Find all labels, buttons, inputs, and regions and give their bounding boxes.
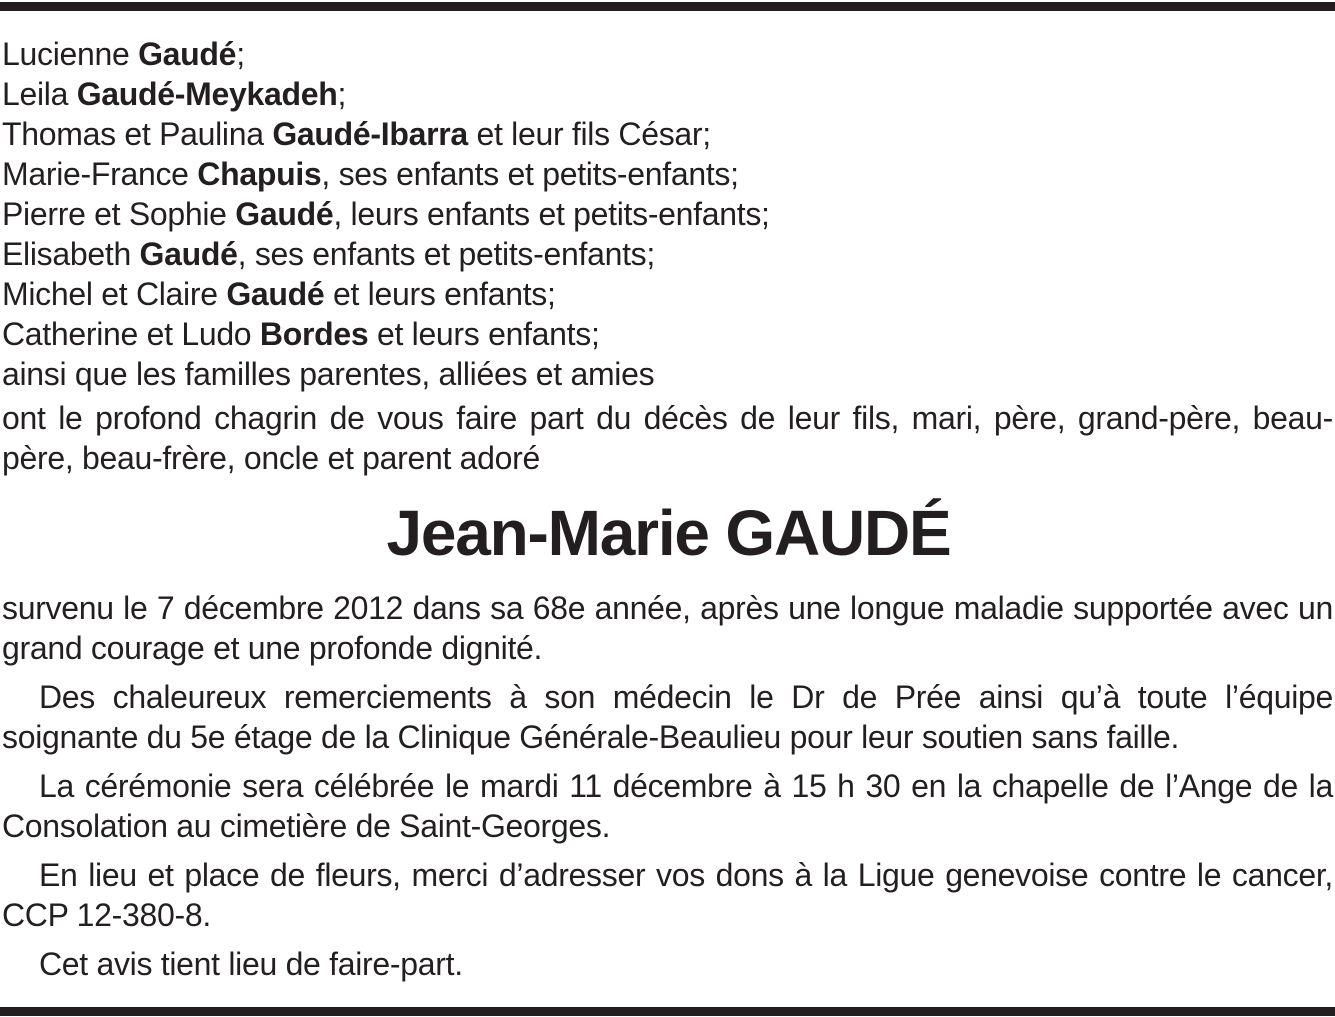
top-border-rule <box>0 2 1335 11</box>
mourner-line: Elisabeth Gaudé, ses enfants et petits-enfants; <box>2 236 655 272</box>
death-details-text: survenu le 7 décembre 2012 dans sa 68e année, après une longue maladie supportée avec un grand courage et une profonde dignité. <box>2 590 1333 666</box>
deceased-name: Jean-Marie GAUDÉ <box>386 497 951 569</box>
mourner-line: Pierre et Sophie Gaudé, leurs enfants et petits-enfants; <box>2 196 770 232</box>
donations-paragraph: En lieu et place de fleurs, merci d’adresser vos dons à la Ligue genevoise contre le cancer, CCP 12-380-8. <box>2 857 1333 933</box>
mourner-surname: Chapuis <box>197 156 322 192</box>
mourner-line: Lucienne Gaudé; <box>2 36 245 72</box>
ceremony-paragraph: La cérémonie sera célébrée le mardi 11 décembre à 15 h 30 en la chapelle de l’Ange de la Consolation au cimetière de Saint-Georges. <box>2 768 1333 844</box>
mourner-surname: Gaudé <box>138 36 237 72</box>
mourner-line: ainsi que les familles parentes, alliées et amies <box>2 356 655 392</box>
mourner-surname: Bordes <box>259 316 369 352</box>
obituary-notice <box>2 34 1333 984</box>
mourner-line: Catherine et Ludo Bordes et leurs enfants; <box>2 316 600 352</box>
mourners-list <box>2 34 1333 394</box>
mourner-surname: Gaudé <box>139 236 238 272</box>
mourner-line: Leila Gaudé-Meykadeh; <box>2 76 347 112</box>
mourner-surname: Gaudé-Meykadeh <box>76 76 338 112</box>
mourner-line: Marie-France Chapuis, ses enfants et petits-enfants; <box>2 156 739 192</box>
mourner-line: Michel et Claire Gaudé et leurs enfants; <box>2 276 556 312</box>
closing-line: Cet avis tient lieu de faire-part. <box>39 946 463 982</box>
bottom-border-rule <box>0 1007 1335 1016</box>
mourner-line: Thomas et Paulina Gaudé-Ibarra et leur fils César; <box>2 116 711 152</box>
mourner-surname: Gaudé <box>235 196 334 232</box>
mourner-surname: Gaudé <box>226 276 325 312</box>
mourner-surname: Gaudé-Ibarra <box>272 116 468 152</box>
announcement-text: ont le profond chagrin de vous faire part du décès de leur fils, mari, père, grand-père, beau-père, beau-frère, oncle et parent adoré <box>2 400 1333 476</box>
thanks-paragraph: Des chaleureux remerciements à son médecin le Dr de Prée ainsi qu’à toute l’équipe soignante du 5e étage de la Clinique Générale-Beaulieu pour leur soutien sans faille. <box>2 679 1333 755</box>
